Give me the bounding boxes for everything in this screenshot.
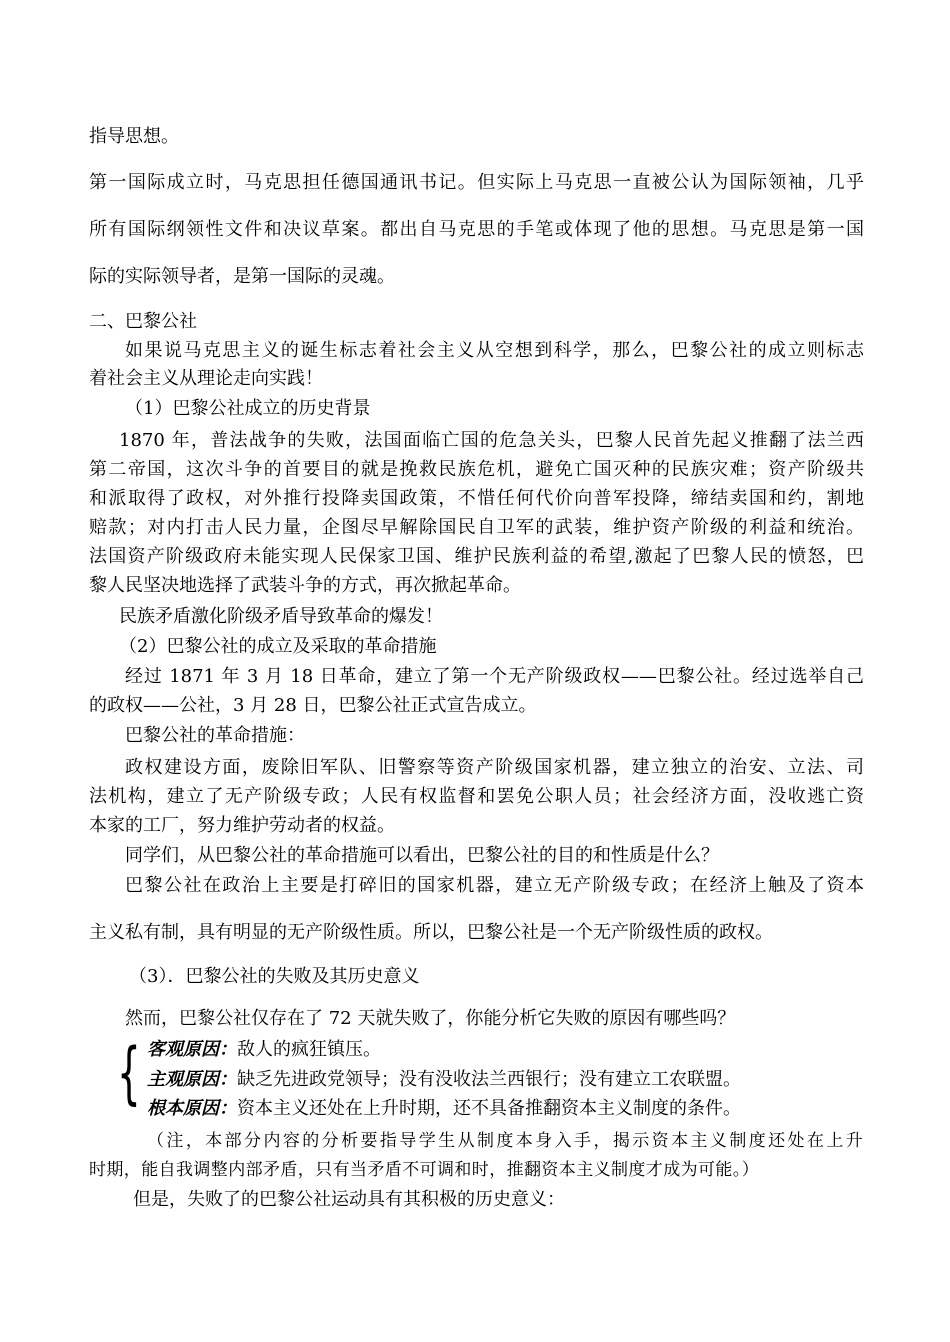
paragraph-line: 的政权——公社，3 月 28 日，巴黎公社正式宣告成立。 [89, 695, 537, 716]
paragraph-line: 第一国际成立时，马克思担任德国通讯书记。但实际上马克思一直被公认为国际领袖，几乎 [89, 172, 864, 193]
paragraph-line: 经过 1871 年 3 月 18 日革命，建立了第一个无产阶级政权——巴黎公社。经过选举自己 [125, 666, 864, 687]
reason-text: 资本主义还处在上升时期，还不具备推翻资本主义制度的条件。 [237, 1098, 741, 1119]
paragraph-line: 第二帝国，这次斗争的首要目的就是挽救民族危机，避免亡国灭种的民族灾难；资产阶级共 [89, 459, 864, 480]
reason-label: 主观原因： [147, 1069, 237, 1090]
reason-text: 缺乏先进政党领导；没有没收法兰西银行；没有建立工农联盟。 [237, 1069, 741, 1090]
paragraph-line: 指导思想。 [89, 126, 179, 147]
paragraph-line: 如果说马克思主义的诞生标志着社会主义从空想到科学，那么，巴黎公社的成立则标志 [125, 340, 864, 361]
paragraph-line: 和派取得了政权，对外推行投降卖国政策，不惜任何代价向普军投降，缔结卖国和约，割地 [89, 488, 864, 509]
paragraph-line: 所有国际纲领性文件和决议草案。都出自马克思的手笔或体现了他的思想。马克思是第一国 [89, 219, 864, 240]
subsection-heading: （3）．巴黎公社的失败及其历史意义 [129, 966, 420, 987]
reason-fundamental [147, 1096, 922, 1122]
paragraph-line: 本家的工厂，努力维护劳动者的权益。 [89, 815, 395, 836]
left-brace-icon: { [117, 1034, 141, 1113]
note-line: （注，本部分内容的分析要指导学生从制度本身入手，揭示资本主义制度还处在上升 [147, 1131, 864, 1151]
paragraph-line: 主义私有制，具有明显的无产阶级性质。所以，巴黎公社是一个无产阶级性质的政权。 [89, 922, 773, 943]
reason-subjective [147, 1067, 922, 1093]
paragraph-line: 巴黎公社在政治上主要是打碎旧的国家机器，建立无产阶级专政；在经济上触及了资本 [125, 875, 864, 896]
section-heading: 二、巴黎公社 [89, 311, 197, 332]
paragraph-line: 际的实际领导者，是第一国际的灵魂。 [89, 266, 395, 287]
paragraph-line: 法机构，建立了无产阶级专政；人民有权监督和罢免公职人员；社会经济方面，没收逃亡资 [89, 786, 864, 807]
reason-text: 敌人的疯狂镇压。 [237, 1039, 381, 1060]
paragraph-line: 1870 年，普法战争的失败，法国面临亡国的危急关头，巴黎人民首先起义推翻了法兰西 [119, 430, 864, 451]
paragraph-line: 政权建设方面，废除旧军队、旧警察等资产阶级国家机器，建立独立的治安、立法、司 [125, 757, 864, 778]
paragraph-line: 法国资产阶级政府未能实现人民保家卫国、维护民族利益的希望,激起了巴黎人民的愤怒，巴 [89, 546, 864, 567]
reason-label: 客观原因： [147, 1039, 237, 1060]
paragraph-line: 巴黎公社的革命措施： [125, 725, 305, 746]
reason-objective [147, 1037, 922, 1063]
paragraph-line: 赔款；对内打击人民力量，企图尽早解除国民自卫军的武装，维护资产阶级的利益和统治。 [89, 517, 864, 538]
paragraph-line: 黎人民坚决地选择了武装斗争的方式，再次掀起革命。 [89, 575, 521, 596]
paragraph-line: 着社会主义从理论走向实践！ [89, 368, 323, 389]
paragraph-line: 同学们，从巴黎公社的革命措施可以看出，巴黎公社的目的和性质是什么？ [125, 845, 719, 866]
paragraph-line: 然而，巴黎公社仅存在了 72 天就失败了，你能分析它失败的原因有哪些吗？ [125, 1008, 736, 1029]
paragraph-line: 民族矛盾激化阶级矛盾导致革命的爆发！ [119, 606, 443, 627]
subsection-heading: （1）巴黎公社成立的历史背景 [125, 398, 371, 419]
subsection-heading: （2）巴黎公社的成立及采取的革命措施 [119, 636, 437, 657]
note-line: 时期，能自我调整内部矛盾，只有当矛盾不可调和时，推翻资本主义制度才成为可能。） [89, 1160, 760, 1180]
reason-label: 根本原因： [147, 1098, 237, 1119]
paragraph-line: 但是，失败了的巴黎公社运动具有其积极的历史意义： [133, 1189, 565, 1210]
